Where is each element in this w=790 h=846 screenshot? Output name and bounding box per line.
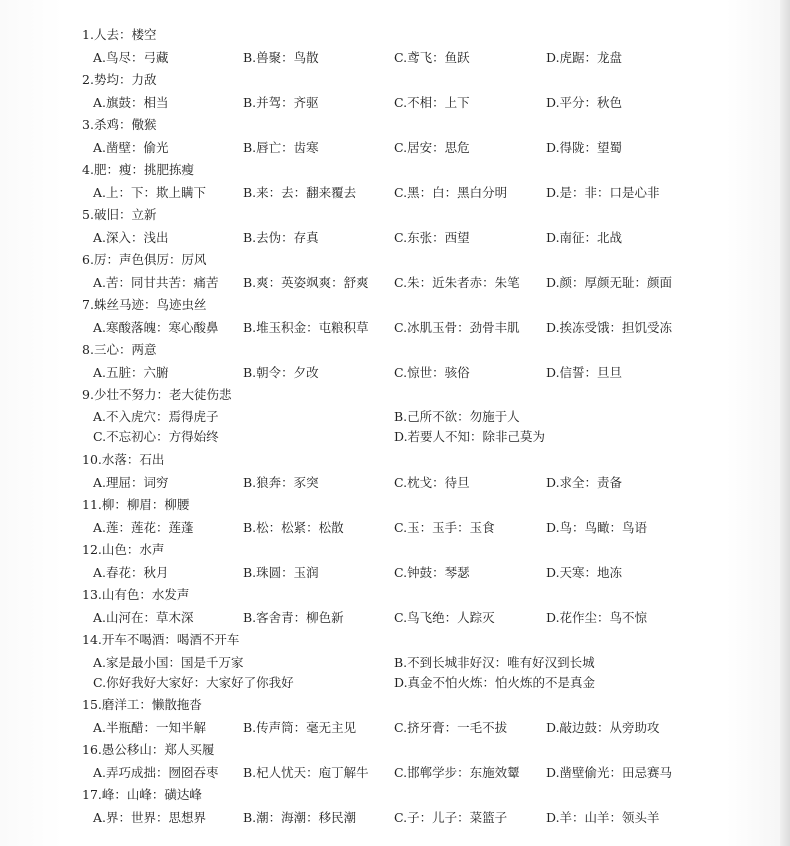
option-a: A.界：世界：思想界 bbox=[93, 810, 207, 825]
question-2-options bbox=[93, 95, 753, 111]
option-d: D.平分：秋色 bbox=[546, 95, 623, 110]
option-b: B.去伪：存真 bbox=[243, 230, 319, 245]
question-7-options bbox=[93, 320, 753, 336]
question-1-options bbox=[93, 50, 753, 66]
option-c: C.黑：白：黑白分明 bbox=[394, 185, 508, 200]
option-c: C.不相：上下 bbox=[394, 95, 470, 110]
option-c: C.冰肌玉骨：劲骨丰肌 bbox=[394, 320, 520, 335]
option-a: A.理屈：词穷 bbox=[93, 475, 169, 490]
option-c: C.东张：西望 bbox=[394, 230, 470, 245]
option-b: B.来：去：翻来覆去 bbox=[243, 185, 357, 200]
option-d: D.是：非：口是心非 bbox=[546, 185, 660, 200]
question-13-stem: 13.山有色：水发声 bbox=[82, 587, 190, 602]
question-5-stem: 5.破旧：立新 bbox=[82, 207, 157, 222]
option-d: D.羊：山羊：领头羊 bbox=[546, 810, 660, 825]
option-b: B.兽聚：鸟散 bbox=[243, 50, 319, 65]
option-a: A.弄巧成拙：囫囵吞枣 bbox=[93, 765, 219, 780]
option-a: A.不入虎穴：焉得虎子 bbox=[93, 409, 219, 424]
option-a: A.莲：莲花：莲蓬 bbox=[93, 520, 194, 535]
option-c: C.枕戈：待旦 bbox=[394, 475, 470, 490]
option-a: A.深入：浅出 bbox=[93, 230, 169, 245]
option-b: B.己所不欲：勿施于人 bbox=[394, 409, 520, 424]
question-2-stem: 2.势均：力敌 bbox=[82, 72, 157, 87]
option-a: A.春花：秋月 bbox=[93, 565, 169, 580]
option-b: B.传声筒：毫无主见 bbox=[243, 720, 357, 735]
option-c: C.邯郸学步：东施效颦 bbox=[394, 765, 520, 780]
option-a: A.家是最小国：国是千万家 bbox=[93, 655, 244, 670]
question-15-stem: 15.磨洋工：懒散拖沓 bbox=[82, 697, 202, 712]
question-14-stem: 14.开车不喝酒：喝酒不开车 bbox=[82, 632, 240, 647]
option-b: B.并驾：齐驱 bbox=[243, 95, 319, 110]
question-17-options bbox=[93, 810, 753, 826]
option-c: C.不忘初心：方得始终 bbox=[93, 429, 219, 444]
question-10-stem: 10.水落：石出 bbox=[82, 452, 165, 467]
question-5-options bbox=[93, 230, 753, 246]
option-a: A.山河在：草木深 bbox=[93, 610, 194, 625]
option-c: C.你好我好大家好：大家好了你我好 bbox=[93, 675, 294, 690]
option-d: D.挨冻受饿：担饥受冻 bbox=[546, 320, 673, 335]
option-c: C.朱：近朱者赤：朱笔 bbox=[394, 275, 520, 290]
option-a: A.苦：同甘共苦：痛苦 bbox=[93, 275, 219, 290]
question-12-options bbox=[93, 565, 753, 581]
question-4-options bbox=[93, 185, 753, 201]
question-4-stem: 4.肥：瘦：挑肥拣瘦 bbox=[82, 162, 194, 177]
option-c: C.惊世：骇俗 bbox=[394, 365, 470, 380]
option-b: B.唇亡：齿寒 bbox=[243, 140, 319, 155]
option-d: D.南征：北战 bbox=[546, 230, 623, 245]
option-d: D.凿壁偷光：田忌赛马 bbox=[546, 765, 673, 780]
page-edge-shadow bbox=[780, 0, 790, 846]
option-b: B.堆玉积金：屯粮积草 bbox=[243, 320, 369, 335]
option-d: D.鸟：鸟瞰：鸟语 bbox=[546, 520, 648, 535]
option-d: D.颜：厚颜无耻：颜面 bbox=[546, 275, 673, 290]
option-d: D.若要人不知：除非己莫为 bbox=[394, 429, 546, 444]
question-13-options bbox=[93, 610, 753, 626]
question-16-stem: 16.愚公移山：郑人买履 bbox=[82, 742, 215, 757]
option-a: A.凿壁：偷光 bbox=[93, 140, 169, 155]
option-c: C.居安：思危 bbox=[394, 140, 470, 155]
question-10-options bbox=[93, 475, 753, 491]
option-c: C.玉：玉手：玉食 bbox=[394, 520, 495, 535]
question-9-options-row-1 bbox=[93, 409, 753, 425]
question-7-stem: 7.蛛丝马迹：鸟迹虫丝 bbox=[82, 297, 207, 312]
option-b: B.朝令：夕改 bbox=[243, 365, 319, 380]
option-d: D.天寒：地冻 bbox=[546, 565, 623, 580]
question-9-options-row-2 bbox=[93, 429, 753, 445]
option-a: A.鸟尽：弓藏 bbox=[93, 50, 169, 65]
option-b: B.狼奔：豕突 bbox=[243, 475, 319, 490]
option-d: D.虎踞：龙盘 bbox=[546, 50, 623, 65]
question-8-stem: 8.三心：两意 bbox=[82, 342, 157, 357]
option-c: C.鸟飞绝：人踪灭 bbox=[394, 610, 495, 625]
option-b: B.松：松紧：松散 bbox=[243, 520, 344, 535]
option-c: C.子：儿子：菜篮子 bbox=[394, 810, 508, 825]
option-a: A.上：下：欺上瞒下 bbox=[93, 185, 207, 200]
option-d: D.信誓：旦旦 bbox=[546, 365, 623, 380]
question-14-options-row-2 bbox=[93, 675, 753, 691]
question-6-options bbox=[93, 275, 753, 291]
option-c: C.鸢飞：鱼跃 bbox=[394, 50, 470, 65]
question-3-options bbox=[93, 140, 753, 156]
question-1-stem: 1.人去：楼空 bbox=[82, 27, 157, 42]
question-6-stem: 6.厉：声色俱厉：厉风 bbox=[82, 252, 207, 267]
option-b: B.客舍青：柳色新 bbox=[243, 610, 344, 625]
option-c: C.钟鼓：琴瑟 bbox=[394, 565, 470, 580]
option-a: A.寒酸落魄：寒心酸鼻 bbox=[93, 320, 219, 335]
option-c: C.挤牙膏：一毛不拔 bbox=[394, 720, 508, 735]
question-9-stem: 9.少壮不努力：老大徒伤悲 bbox=[82, 387, 232, 402]
option-b: B.爽：英姿飒爽：舒爽 bbox=[243, 275, 369, 290]
question-8-options bbox=[93, 365, 753, 381]
question-16-options bbox=[93, 765, 753, 781]
option-b: B.不到长城非好汉：唯有好汉到长城 bbox=[394, 655, 595, 670]
option-b: B.珠圆：玉润 bbox=[243, 565, 319, 580]
option-d: D.敲边鼓：从旁助攻 bbox=[546, 720, 660, 735]
option-a: A.半瓶醋：一知半解 bbox=[93, 720, 207, 735]
question-11-options bbox=[93, 520, 753, 536]
question-15-options bbox=[93, 720, 753, 736]
option-a: A.五脏：六腑 bbox=[93, 365, 169, 380]
option-a: A.旗鼓：相当 bbox=[93, 95, 169, 110]
option-b: B.潮：海潮：移民潮 bbox=[243, 810, 357, 825]
option-d: D.真金不怕火炼：怕火炼的不是真金 bbox=[394, 675, 596, 690]
question-17-stem: 17.峰：山峰：磺达峰 bbox=[82, 787, 202, 802]
question-12-stem: 12.山色：水声 bbox=[82, 542, 165, 557]
question-11-stem: 11.柳：柳眉：柳腰 bbox=[82, 497, 190, 512]
option-b: B.杞人忧天：庖丁解牛 bbox=[243, 765, 369, 780]
option-d: D.花作尘：鸟不惊 bbox=[546, 610, 648, 625]
option-d: D.求全：责备 bbox=[546, 475, 623, 490]
option-d: D.得陇：望蜀 bbox=[546, 140, 623, 155]
question-3-stem: 3.杀鸡：儆猴 bbox=[82, 117, 157, 132]
question-14-options-row-1 bbox=[93, 655, 753, 671]
